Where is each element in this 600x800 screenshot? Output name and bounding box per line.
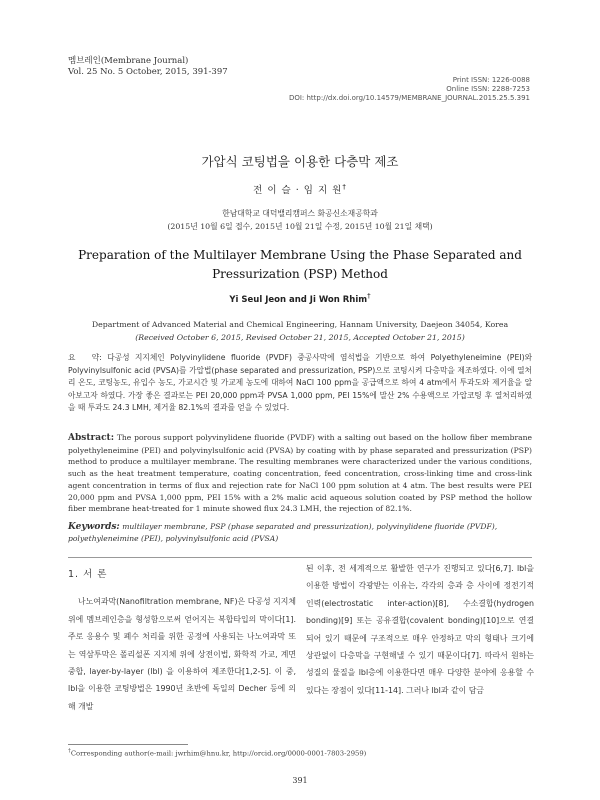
- english-title-line1: Preparation of the Multilayer Membrane Using the Phase Separated and: [78, 248, 522, 262]
- keywords-text: multilayer membrane, PSP (phase separated and pressurization), polyvinylidene fluoride (PVDF), polyethyleneimine (PEI), polyvinylsulfonic acid (PVSA): [68, 522, 498, 543]
- korean-affiliation-name: 한남대학교 대덕밸리캠퍼스 화공신소재공학과: [222, 209, 378, 218]
- korean-dates: (2015년 10월 6일 접수, 2015년 10월 21일 수정, 2015년 10월 21일 채택): [167, 222, 433, 231]
- english-dates: (Received October 6, 2015, Revised October 21, 2015, Accepted October 21, 2015): [135, 333, 465, 342]
- korean-affiliation: [0, 207, 600, 233]
- right-paragraph: 된 이후, 전 세계적으로 활발한 연구가 진행되고 있다[6,7]. lbl을 이용한 방법이 각광받는 이유는, 각각의 층과 층 사이에 정전기적 인력(electrostatic inter-action)[8], 수소결합(hydrogen bonding)[9] 또는 공유결합(covalent bonding)[10]으로 연결되어 있기 때문에 구조적으로 매우 안정하고 막의 형태나 크기에 상관없이 다층막을 구현해낼 수 있기 때문이다[7]. 따라서 원하는 성질의 물질을 lbl층에 이용한다면 매우 다양한 분야에 응용할 수 있다는 장점이 있다[11-14]. 그러나 lbl과 같이 담금: [306, 564, 534, 695]
- body-right-column: [306, 560, 534, 699]
- korean-abstract-text: 다공성 지지체인 Polyvinylidene fluoride (PVDF) 중공사막에 염석법을 기반으로 하여 Polyethyleneimine (PEI)와 Polyvinylsulfonic acid (PVSA)를 가압법(phase separated and pressurization, PSP)으로 코팅시켜 다층막을 제조하였다. 이에 열처리 온도, 코팅농도, 유입수 농도, 가교시간 및 가교제 농도에 대하여 NaCl 100 ppm을 공급액으로 하여 4 atm에서 투과도와 제거율을 알아보고자 하였다. 가장 좋은 결과로는 PEI 20,000 ppm과 PVSA 1,000 ppm, PEI 15%에 말산 2% 수용액으로 가압코팅 후 열처리하였을 때 투과도 24.3 LMH, 제거율 82.1%의 결과를 얻을 수 있었다.: [68, 353, 532, 413]
- footnote: [68, 748, 366, 757]
- english-title-line2: Pressurization (PSP) Method: [212, 267, 388, 281]
- page-number: 391: [292, 776, 308, 785]
- section-heading: 1. 서 론: [68, 569, 108, 580]
- english-affiliation: [70, 318, 530, 344]
- english-abstract: [68, 432, 532, 515]
- english-authors: [0, 292, 600, 305]
- journal-header: [68, 56, 228, 78]
- korean-abstract: [68, 352, 532, 415]
- english-affiliation-name: Department of Advanced Material and Chemical Engineering, Hannam University, Daejeon 34054, Korea: [91, 320, 509, 329]
- corresponding-mark: †: [342, 182, 347, 191]
- abstract-label: Abstract:: [68, 433, 115, 443]
- english-title: [70, 246, 530, 284]
- korean-authors: [0, 182, 600, 196]
- abstract-text: The porous support polyvinylidene fluoride (PVDF) with a salting out based on the hollow fiber membrane polyethyleneimine (PEI) and polyvinylsulfonic acid (PVSA) by coating with by phase separated and pressurization (PSP) method to produce a multilayer membrane. The resulting membranes were characterized under the various conditions, such as the heat treatment temperature, coating concentration, feed concentration, cross-linking time and cross-link agent concentration in terms of flux and rejection rate for NaCl 100 ppm solution at 4 atm. The best results were PEI 20,000 ppm and PVSA 1,000 ppm, PEI 15% with a 2% malic acid aqueous solution coated by PSP method the hollow fiber membrane heat-treated for 1 minute showed flux 24.3 LMH, the rejection of 82.1%.: [68, 433, 532, 514]
- doi-link[interactable]: DOI: http://dx.doi.org/10.14579/MEMBRANE_JOURNAL.2015.25.5.391: [288, 94, 530, 102]
- journal-name: 멤브레인(Membrane Journal): [68, 56, 189, 66]
- print-issn: Print ISSN: 1226-0088: [452, 76, 530, 84]
- korean-abstract-label: 요 약:: [68, 353, 102, 362]
- english-author-names: Yi Seul Jeon and Ji Won Rhim: [229, 294, 368, 305]
- keywords-label: Keywords:: [68, 522, 120, 532]
- journal-issue: Vol. 25 No. 5 October, 2015, 391-397: [68, 67, 228, 77]
- keywords: [68, 521, 532, 545]
- left-paragraph: 나노여과막(Nanofiltration membrane, NF)은 다공성 지지체 위에 멤브레인층을 형성함으로써 얻어지는 복합타입의 막이다[1]. 주로 응용수 및 폐수 처리를 위한 공정에 사용되는 나노여과막 또는 역삼투막은 폴리설폰 지지체 위에 상전이법, 화학적 가교, 계면중합, layer-by-layer (lbl) 을 이용하여 제조한다[1,2-5]. 이 중, lbl을 이용한 코팅방법은 1990년 초반에 독일의 Decher 등에 의해 개발: [68, 597, 296, 711]
- section-divider: [68, 557, 532, 558]
- issn-block: [289, 76, 530, 103]
- body-left-column: [68, 560, 296, 715]
- korean-title: 가압식 코팅법을 이용한 다층막 제조: [201, 154, 399, 169]
- footnote-mark: †: [68, 748, 71, 754]
- footnote-rule: [68, 744, 188, 745]
- english-corresponding-mark: †: [367, 292, 371, 300]
- korean-author-names: 전 이 슬 · 임 지 원: [253, 185, 343, 196]
- footnote-text: Corresponding author(e-mail: jwrhim@hnu.kr, http://orcid.org/0000-0001-7803-2959): [70, 749, 367, 758]
- online-issn: Online ISSN: 2288-7253: [446, 85, 530, 93]
